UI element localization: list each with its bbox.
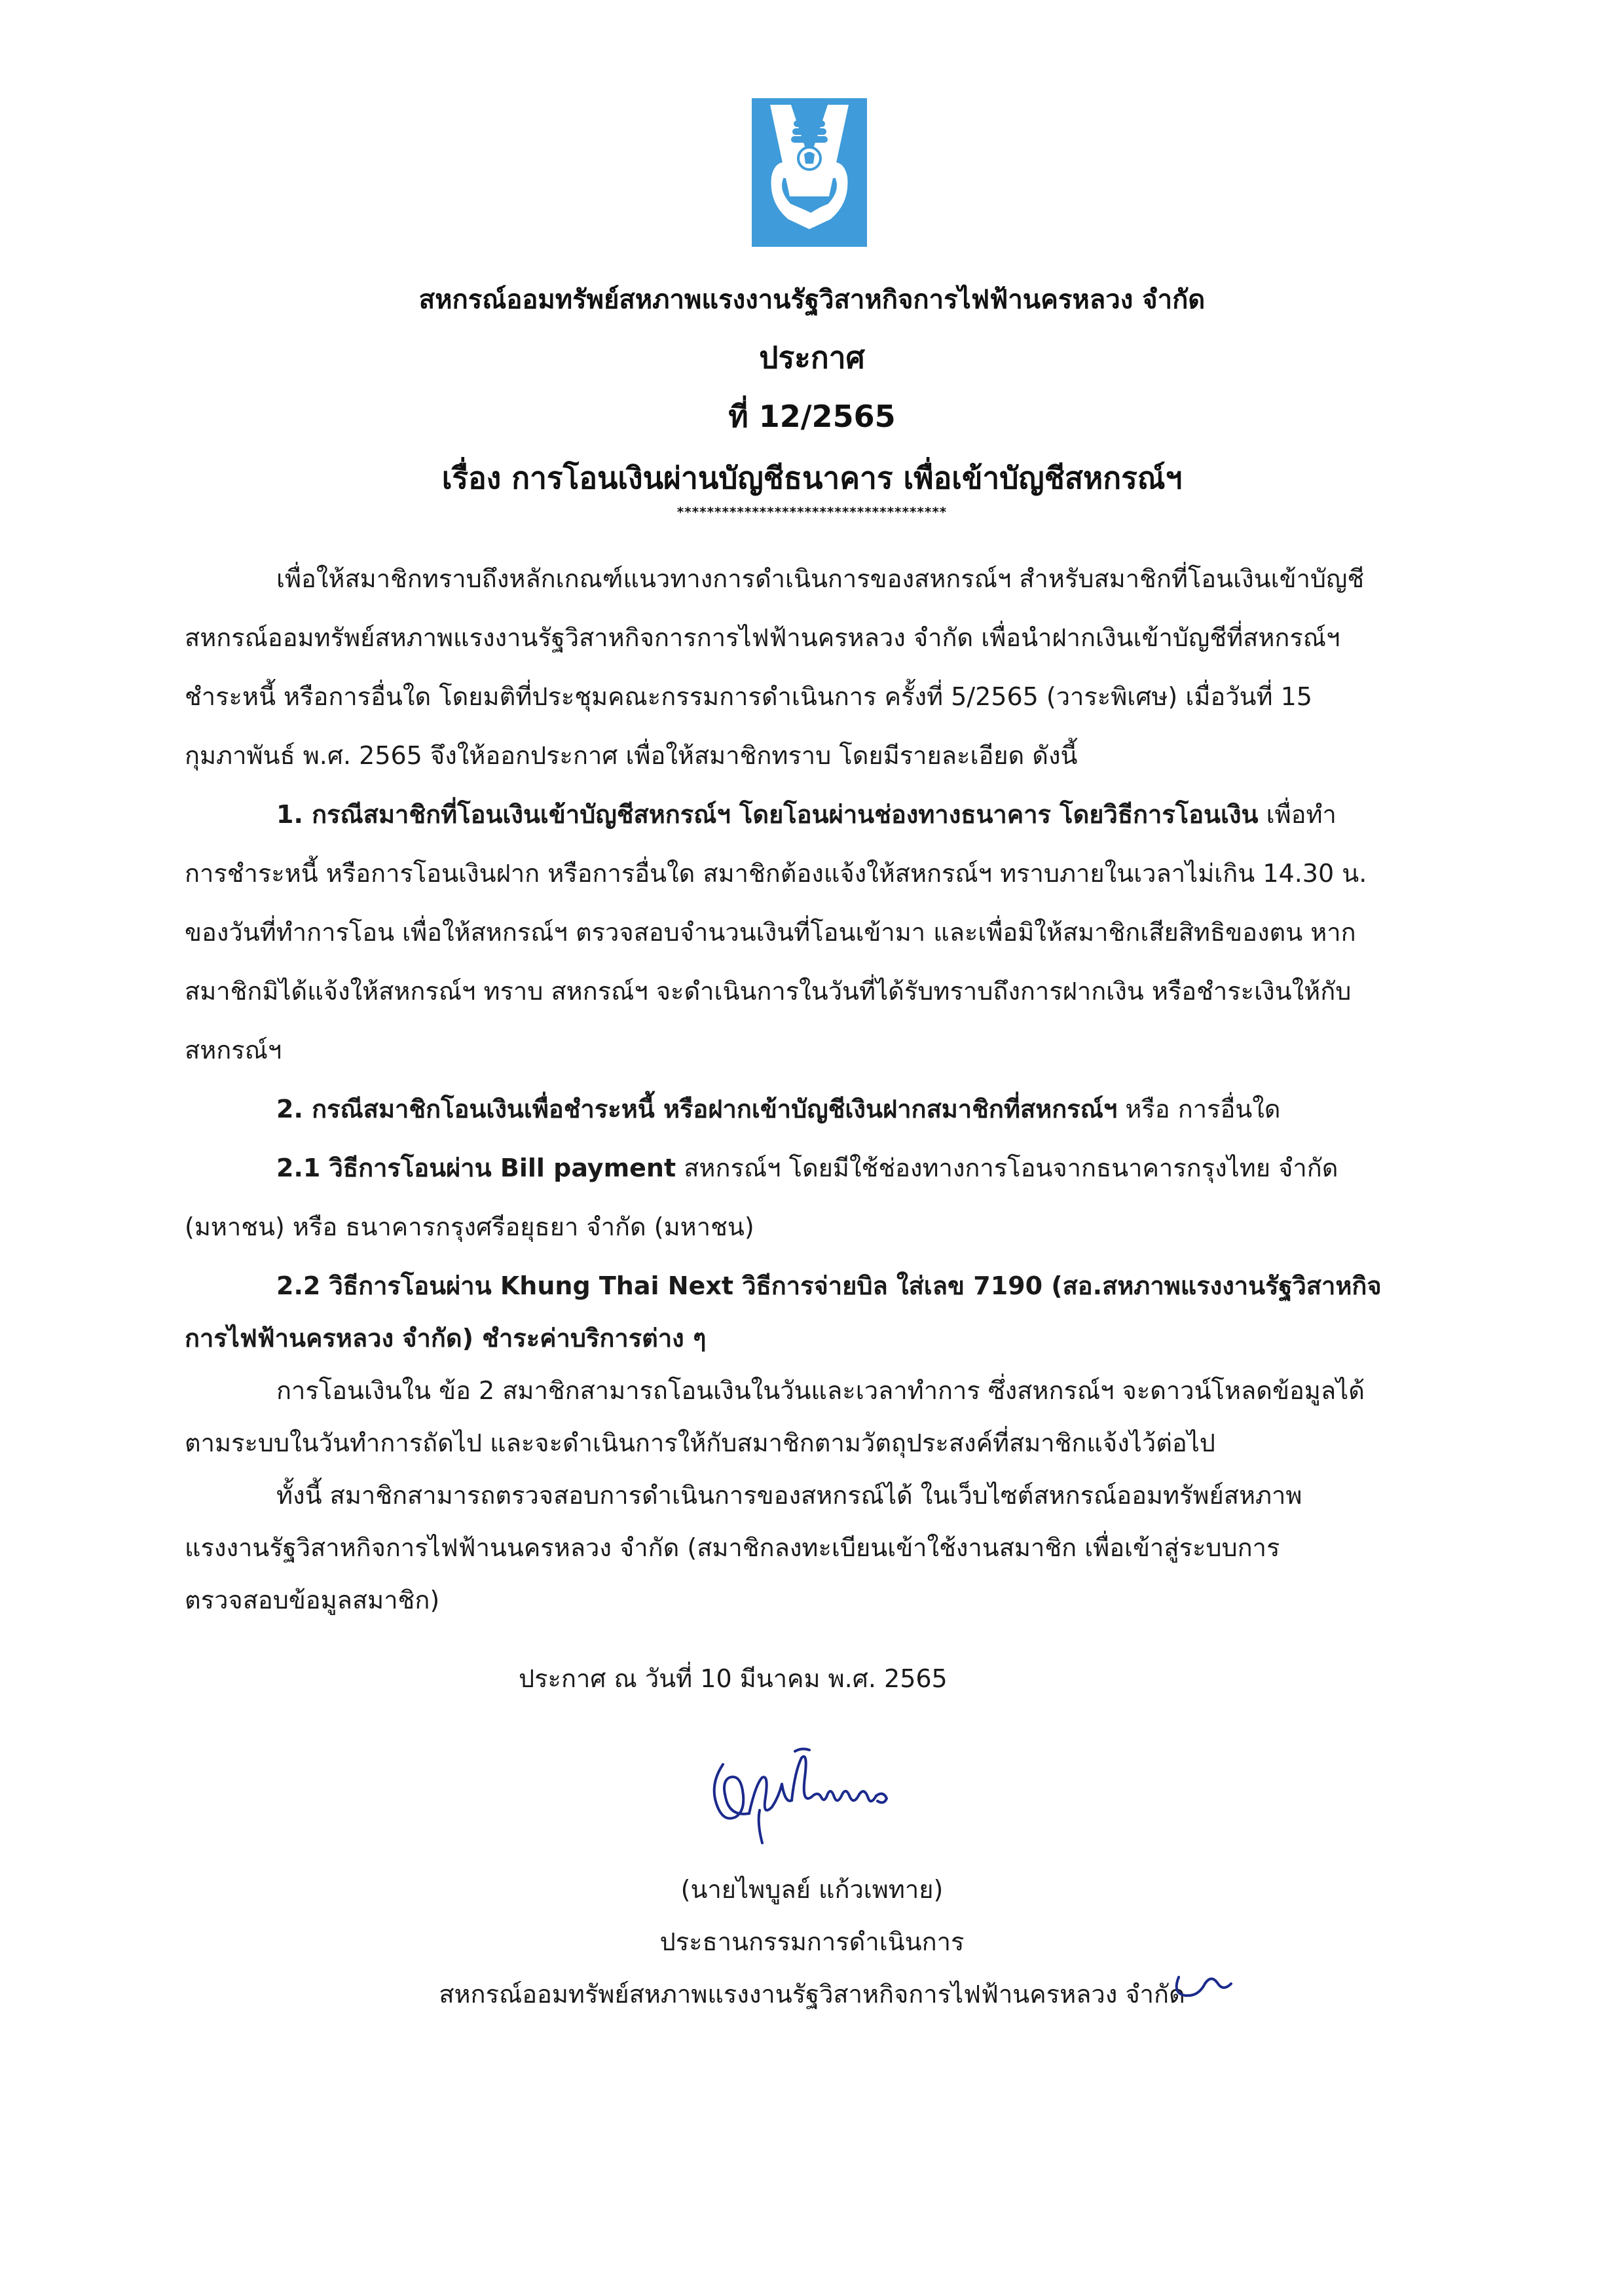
- item-2-2-line-1: 2.2 วิธีการโอนผ่าน Khung Thai Next วิธีการจ่ายบิล ใส่เลข 7190 (สอ.สหภาพแรงงานรัฐวิสาหกิจ: [276, 1271, 1382, 1300]
- signer-organization: สหกรณ์ออมทรัพย์สหภาพแรงงานรัฐวิสาหกิจการไฟฟ้านครหลวง จำกัด: [439, 1980, 1185, 2009]
- cooperative-logo-icon: [752, 98, 867, 247]
- announcement-subject: เรื่อง การโอนเงินผ่านบัญชีธนาคาร เพื่อเข้าบัญชีสหกรณ์ฯ: [441, 460, 1183, 496]
- intro-line-2: สหกรณ์ออมทรัพย์สหภาพแรงงานรัฐวิสาหกิจการการไฟฟ้านครหลวง จำกัด เพื่อนำฝากเงินเข้าบัญชีที่สหกรณ์ฯ: [185, 623, 1340, 652]
- item-1-rest: เพื่อทำ: [1258, 800, 1337, 829]
- item-2-rest: หรือ การอื่นใด: [1117, 1095, 1281, 1123]
- signature-icon: [697, 1745, 906, 1850]
- transfer-line-2: ตามระบบในวันทำการถัดไป และจะดำเนินการให้กับสมาชิกตามวัตถุประสงค์ที่สมาชิกแจ้งไว้ต่อไป: [185, 1429, 1215, 1457]
- item-1-line-3: ของวันที่ทำการโอน เพื่อให้สหกรณ์ฯ ตรวจสอบจำนวนเงินที่โอนเข้ามา และเพื่อมิให้สมาชิกเสียสิทธิของตน หาก: [185, 918, 1356, 947]
- closing-line-2: แรงงานรัฐวิสาหกิจการไฟฟ้านนครหลวง จำกัด (สมาชิกลงทะเบียนเข้าใช้งานสมาชิก เพื่อเข้าสู่ระบบการ: [185, 1533, 1280, 1562]
- item-2-2-line-2: การไฟฟ้านครหลวง จำกัด) ชำระค่าบริการต่าง ๆ: [185, 1324, 707, 1353]
- item-2-1-bold: 2.1 วิธีการโอนผ่าน Bill payment: [276, 1154, 676, 1182]
- item-2-1-heading: [276, 1156, 1338, 1180]
- signer-name: (นายไพบูลย์ แก้วเพทาย): [680, 1875, 944, 1904]
- closing-line-1: ทั้งนี้ สมาชิกสามารถตรวจสอบการดำเนินการของสหกรณ์ได้ ในเว็บไซต์สหกรณ์ออมทรัพย์สหภาพ: [276, 1481, 1302, 1510]
- signer-position: ประธานกรรมการดำเนินการ: [659, 1927, 965, 1956]
- item-1-line-2: การชำระหนี้ หรือการโอนเงินฝาก หรือการอื่นใด สมาชิกต้องแจ้งให้สหกรณ์ฯ ทราบภายในเวลาไม่เกิน 14.30 น.: [185, 859, 1367, 888]
- separator-stars: ************************************: [676, 504, 948, 520]
- intro-line-1: เพื่อให้สมาชิกทราบถึงหลักเกณฑ์แนวทางการดำเนินการของสหกรณ์ฯ สำหรับสมาชิกที่โอนเงินเข้าบัญชี: [276, 564, 1365, 593]
- announcement-date: ประกาศ ณ วันที่ 10 มีนาคม พ.ศ. 2565: [519, 1664, 948, 1693]
- announcement-title: ประกาศ: [759, 340, 865, 375]
- item-1-line-5: สหกรณ์ฯ: [185, 1036, 282, 1065]
- item-1-bold: 1. กรณีสมาชิกที่โอนเงินเข้าบัญชีสหกรณ์ฯ โดยโอนผ่านช่องทางธนาคาร โดยวิธีการโอนเงิน: [276, 800, 1259, 829]
- announcement-number: ที่ 12/2565: [728, 399, 896, 434]
- transfer-line-1: การโอนเงินใน ข้อ 2 สมาชิกสามารถโอนเงินในวันและเวลาทำการ ซึ่งสหกรณ์ฯ จะดาวน์โหลดข้อมูลได้: [276, 1376, 1365, 1405]
- intro-line-3: ชำระหนี้ หรือการอื่นใด โดยมติที่ประชุมคณะกรรมการดำเนินการ ครั้งที่ 5/2565 (วาระพิเศษ) เมื่อวันที่ 15: [185, 682, 1312, 711]
- item-2-heading: [276, 1097, 1280, 1121]
- item-1-line-4: สมาชิกมิได้แจ้งให้สหกรณ์ฯ ทราบ สหกรณ์ฯ จะดำเนินการในวันที่ได้รับทราบถึงการฝากเงิน หรือชำระเงินให้กับ: [185, 977, 1352, 1006]
- item-2-bold: 2. กรณีสมาชิกโอนเงินเพื่อชำระหนี้ หรือฝากเข้าบัญชีเงินฝากสมาชิกที่สหกรณ์ฯ: [276, 1095, 1118, 1123]
- item-1-heading: [276, 802, 1337, 827]
- intro-line-4: กุมภาพันธ์ พ.ศ. 2565 จึงให้ออกประกาศ เพื่อให้สมาชิกทราบ โดยมีรายละเอียด ดังนี้: [185, 741, 1078, 770]
- closing-line-3: ตรวจสอบข้อมูลสมาชิก): [185, 1586, 440, 1614]
- item-2-1-line-2: (มหาชน) หรือ ธนาคารกรุงศรีอยุธยา จำกัด (มหาชน): [185, 1212, 754, 1241]
- organization-title: สหกรณ์ออมทรัพย์สหภาพแรงงานรัฐวิสาหกิจการไฟฟ้านครหลวง จำกัด: [418, 285, 1206, 315]
- item-2-1-rest: สหกรณ์ฯ โดยมีใช้ช่องทางการโอนจากธนาคารกรุงไทย จำกัด: [676, 1154, 1338, 1182]
- signature-flourish-icon: [1166, 1964, 1244, 2003]
